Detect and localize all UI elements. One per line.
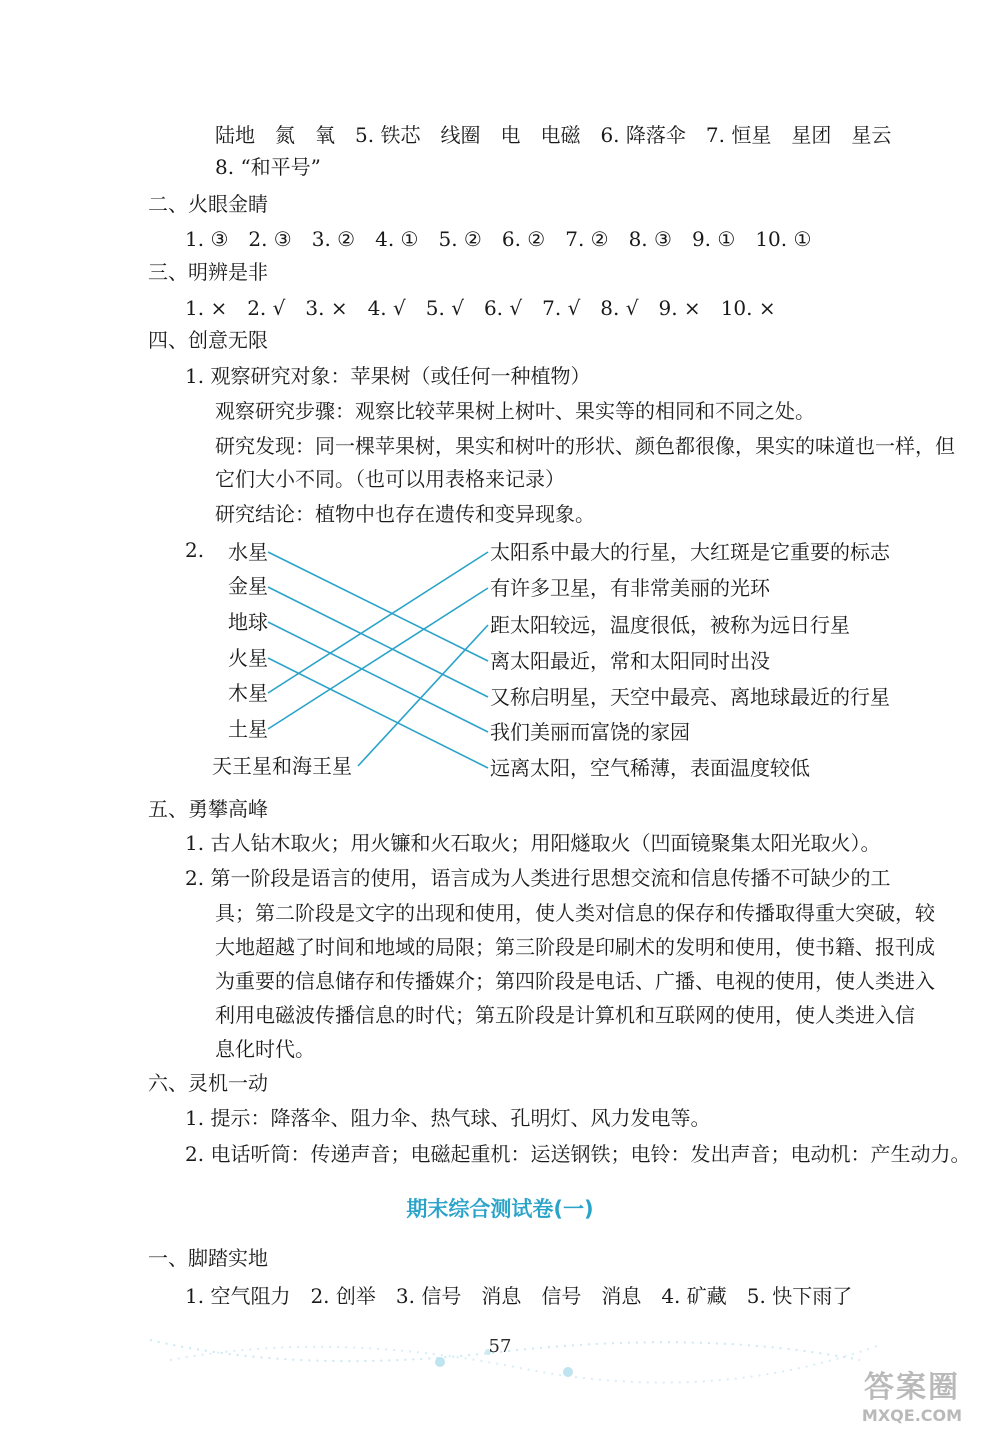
watermark-logo: 答案圈 MXQE.COM	[861, 1370, 963, 1425]
section-heading: 三、明辨是非	[148, 260, 268, 284]
test-title: 期末综合测试卷(一)	[406, 1197, 594, 1221]
answer-line: 为重要的信息储存和传播媒介；第四阶段是电话、广播、电视的使用，使人类进入	[215, 969, 935, 993]
answer-line: 观察研究步骤：观察比较苹果树上树叶、果实等的相同和不同之处。	[215, 399, 815, 423]
answer-line: 1. 古人钻木取火；用火镰和火石取火；用阳燧取火（凹面镜聚集太阳光取火）。	[185, 831, 881, 855]
answer-line: 1. 提示：降落伞、阻力伞、热气球、孔明灯、风力发电等。	[185, 1106, 711, 1130]
answer-line: 息化时代。	[215, 1037, 315, 1061]
description-label: 太阳系中最大的行星，大红斑是它重要的标志	[490, 540, 890, 564]
answer-line: 1. ③ 2. ③ 3. ② 4. ① 5. ② 6. ② 7. ② 8. ③ 9. ① 10. ①	[185, 227, 812, 251]
description-label: 远离太阳，空气稀薄，表面温度较低	[490, 756, 810, 780]
planet-label: 火星	[228, 646, 268, 670]
answer-line: 陆地 氮 氧 5. 铁芯 线圈 电 电磁 6. 降落伞 7. 恒星 星团 星云	[215, 123, 892, 147]
description-label: 离太阳最近，常和太阳同时出没	[490, 649, 770, 673]
section-heading: 一、脚踏实地	[148, 1246, 268, 1270]
answer-line: 8. “和平号”	[215, 155, 321, 179]
answer-line: 大地超越了时间和地域的局限；第三阶段是印刷术的发明和使用，使书籍、报刊成	[215, 935, 935, 959]
planet-label: 土星	[228, 717, 268, 741]
answer-line: 1. 观察研究对象：苹果树（或任何一种植物）	[185, 364, 591, 388]
planet-label: 金星	[228, 574, 268, 598]
section-heading: 六、灵机一动	[148, 1071, 268, 1095]
answer-line: 利用电磁波传播信息的时代；第五阶段是计算机和互联网的使用，使人类进入信	[215, 1003, 915, 1027]
page-number: 57	[488, 1336, 512, 1357]
section-heading: 四、创意无限	[148, 328, 268, 352]
answer-line: 2. 第一阶段是语言的使用，语言成为人类进行思想交流和信息传播不可缺少的工	[185, 866, 891, 890]
answer-line: 研究发现：同一棵苹果树，果实和树叶的形状、颜色都很像，果实的味道也一样，但	[215, 434, 955, 458]
section-heading: 五、勇攀高峰	[148, 797, 268, 821]
planet-label: 地球	[228, 610, 268, 634]
description-label: 距太阳较远，温度很低，被称为远日行星	[490, 613, 850, 637]
answer-line: 它们大小不同。（也可以用表格来记录）	[215, 467, 565, 491]
section-heading: 二、火眼金睛	[148, 192, 268, 216]
planet-label: 天王星和海王星	[212, 754, 352, 778]
answer-line: 2. 电话听筒：传递声音；电磁起重机：运送钢铁；电铃：发出声音；电动机：产生动力。	[185, 1142, 971, 1166]
answer-line: 研究结论：植物中也存在遗传和变异现象。	[215, 502, 595, 526]
answer-line: 1. × 2. √ 3. × 4. √ 5. √ 6. √ 7. √ 8. √ 9. × 10. ×	[185, 296, 776, 320]
description-label: 又称启明星，天空中最亮、离地球最近的行星	[490, 685, 890, 709]
answer-line: 1. 空气阻力 2. 创举 3. 信号 消息 信号 消息 4. 矿藏 5. 快下雨了	[185, 1284, 853, 1308]
question-number: 2.	[185, 538, 205, 562]
planet-label: 水星	[228, 540, 268, 564]
planet-label: 木星	[228, 681, 268, 705]
answer-line: 具；第二阶段是文字的出现和使用，使人类对信息的保存和传播取得重大突破，较	[215, 901, 935, 925]
description-label: 有许多卫星，有非常美丽的光环	[490, 576, 770, 600]
description-label: 我们美丽而富饶的家园	[490, 720, 690, 744]
